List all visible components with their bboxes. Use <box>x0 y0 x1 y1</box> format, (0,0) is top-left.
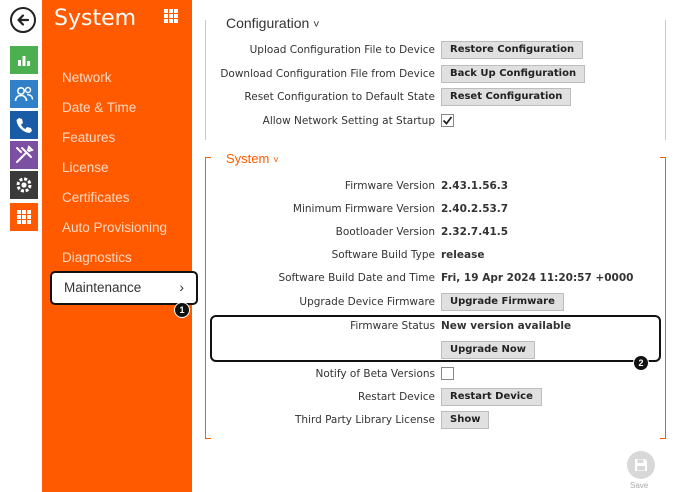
upgrade-now-button[interactable]: Upgrade Now <box>441 341 535 359</box>
chevron-right-icon: › <box>179 279 184 295</box>
status-chart-icon[interactable] <box>10 46 38 74</box>
beta-versions-checkbox[interactable] <box>441 367 454 380</box>
icon-rail <box>0 0 42 492</box>
sidebar-item-date-time[interactable]: Date & Time <box>62 100 137 115</box>
sidebar <box>42 0 192 492</box>
services-gear-icon[interactable] <box>10 171 38 199</box>
system-title-label: System <box>226 151 270 166</box>
save-button[interactable] <box>627 451 655 479</box>
sidebar-item-certificates[interactable]: Certificates <box>62 190 130 205</box>
upgrade-firmware-button[interactable]: Upgrade Firmware <box>441 293 564 311</box>
sidebar-item-auto-provisioning[interactable]: Auto Provisioning <box>62 220 168 235</box>
build-date-label: Software Build Date and Time <box>278 272 435 284</box>
callout-badge-2: 2 <box>633 355 649 371</box>
configuration-title-label: Configuration <box>226 15 310 31</box>
restore-configuration-button[interactable]: Restore Configuration <box>441 41 583 59</box>
hardware-tools-icon[interactable] <box>10 141 38 169</box>
sidebar-item-label: Maintenance <box>64 280 142 295</box>
configuration-section-title[interactable] <box>226 15 320 31</box>
reset-config-label: Reset Configuration to Default State <box>244 91 435 103</box>
allow-network-setting-label: Allow Network Setting at Startup <box>262 115 435 127</box>
min-firmware-value: 2.40.2.53.7 <box>441 203 509 215</box>
firmware-version-label: Firmware Version <box>344 180 435 192</box>
system-bracket-right <box>660 157 666 439</box>
configuration-bracket-right <box>660 20 666 140</box>
firmware-status-value: New version available <box>441 320 572 332</box>
sidebar-item-features[interactable]: Features <box>62 130 116 145</box>
beta-versions-label: Notify of Beta Versions <box>315 368 435 380</box>
floppy-disk-icon <box>634 458 648 472</box>
backup-configuration-button[interactable]: Back Up Configuration <box>441 65 585 83</box>
sidebar-item-maintenance[interactable] <box>50 271 198 305</box>
back-arrow-icon[interactable] <box>10 7 36 33</box>
show-license-button[interactable]: Show <box>441 411 489 429</box>
allow-network-setting-checkbox[interactable] <box>441 114 454 127</box>
reset-configuration-button[interactable]: Reset Configuration <box>441 88 571 106</box>
upgrade-firmware-label: Upgrade Device Firmware <box>299 296 435 308</box>
phone-icon[interactable] <box>10 111 38 139</box>
grid-menu-icon[interactable] <box>164 9 178 28</box>
save-label: Save <box>630 481 649 490</box>
sidebar-item-diagnostics[interactable]: Diagnostics <box>62 250 132 265</box>
restart-device-label: Restart Device <box>358 391 435 403</box>
firmware-version-value: 2.43.1.56.3 <box>441 180 509 192</box>
download-config-label: Download Configuration File from Device <box>220 68 435 80</box>
build-date-value: Fri, 19 Apr 2024 11:20:57 +0000 <box>441 272 634 284</box>
restart-device-button[interactable]: Restart Device <box>441 388 542 406</box>
system-section-title[interactable] <box>224 151 281 166</box>
chevron-down-icon: ˅ <box>272 155 279 166</box>
bootloader-value: 2.32.7.41.5 <box>441 226 509 238</box>
checkmark-icon <box>442 115 453 126</box>
callout-badge-1: 1 <box>174 302 190 318</box>
bootloader-label: Bootloader Version <box>335 226 435 238</box>
build-type-label: Software Build Type <box>331 249 435 261</box>
sidebar-title: System <box>54 6 137 31</box>
min-firmware-label: Minimum Firmware Version <box>292 203 435 215</box>
upload-config-label: Upload Configuration File to Device <box>249 44 435 56</box>
firmware-status-label: Firmware Status <box>350 320 435 332</box>
sidebar-item-network[interactable]: Network <box>62 70 112 85</box>
directory-icon[interactable] <box>10 80 38 108</box>
sidebar-item-license[interactable]: License <box>62 160 109 175</box>
third-party-license-label: Third Party Library License <box>294 414 435 426</box>
chevron-down-icon: ˅ <box>313 19 320 31</box>
system-grid-icon[interactable] <box>10 203 38 231</box>
build-type-value: release <box>441 249 485 261</box>
